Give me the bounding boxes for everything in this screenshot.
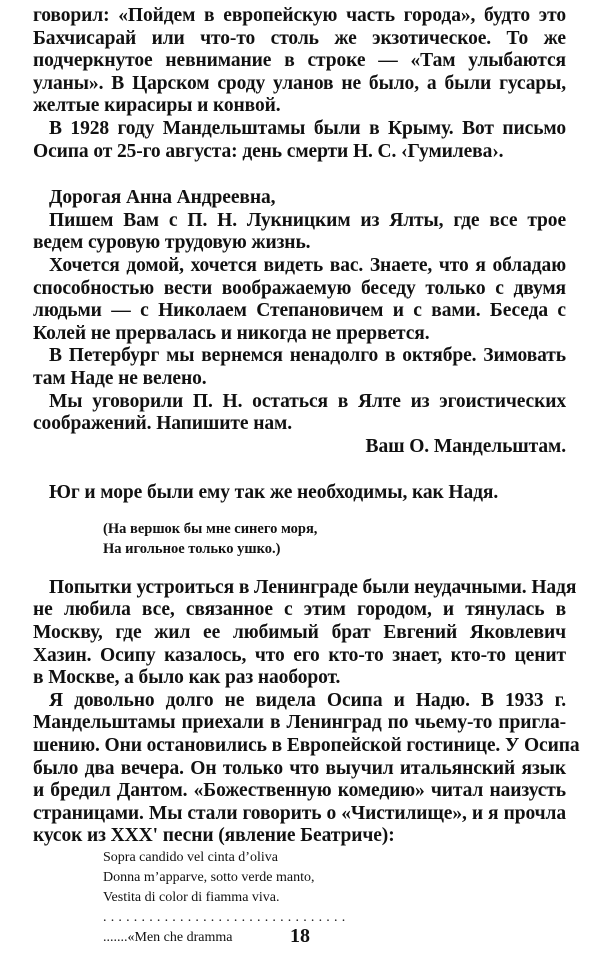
text-line: Хазин. Осипу казалось, что его кто-то знает, кто-то ценит	[33, 644, 566, 666]
text-line: говорил: «Пойдем в европейскую часть города», будто это	[33, 5, 566, 26]
letter-line: людьми — с Николаем Степановичем и с вами. Беседа с	[33, 300, 566, 322]
spacer	[33, 458, 566, 482]
text-line: не любила все, связанное с этим городом, и тянулась в	[33, 599, 566, 621]
paragraph-start: Попытки устроиться в Ленинграде были неудачными. Надя	[49, 576, 577, 598]
text-line: кусок из XXX' песни (явление Беатриче):	[33, 825, 395, 847]
letter-line: Мы уговорили П. Н. остаться в Ялте из эгоистических	[49, 390, 566, 412]
poem-line: (На вершок бы мне синего моря,	[103, 520, 318, 537]
dante-line: Donna m’apparve, sotto verde manto,	[103, 870, 315, 885]
spacer	[33, 163, 566, 187]
dante-line: Sopra candido vel cinta d’oliva	[103, 850, 278, 865]
letter-line: способностью вести воображаемую беседу только с двумя	[33, 277, 566, 299]
letter-line: Пишем Вам с П. Н. Лукницким из Ялты, где все трое	[49, 209, 566, 231]
text-line: Мандельштамы приехали в Ленинград по чьему-то пригла-	[33, 712, 566, 734]
text-line: желтые кирасиры и конвой.	[33, 95, 281, 117]
text-line: подчеркнутое невнимание в строке — «Там улыбаются	[33, 50, 566, 72]
poem-line: На игольное только ушко.)	[103, 540, 281, 557]
paragraph-start: В 1928 году Мандельштамы были в Крыму. Вот письмо	[49, 117, 566, 139]
text-line: Юг и море были ему так же необходимы, как Надя.	[49, 482, 499, 504]
letter-line: соображений. Напишите нам.	[33, 413, 292, 435]
dante-line: Vestita di color di fiamma viva.	[103, 890, 280, 905]
text-line: Москву, где жил ее любимый брат Евгений Яковлевич	[33, 622, 566, 644]
text-line: в Москве, а было как раз наоборот.	[33, 667, 341, 689]
text-line: шению. Они остановились в Европейской гостинице. У Осипа	[33, 735, 580, 757]
dante-ellipsis-line: ................................	[103, 910, 350, 925]
book-page	[33, 5, 580, 948]
text-line: и бредил Дантом. «Божественную комедию» читал наизусть	[33, 780, 566, 802]
letter-line: В Петербург мы вернемся ненадолго в октябре. Зимовать	[49, 345, 566, 367]
dante-line: .......«Men che dramma	[103, 930, 233, 945]
letter-greeting: Дорогая Анна Андреевна,	[49, 187, 276, 209]
letter-line: там Наде не велено.	[33, 367, 207, 389]
page-number: 18	[290, 925, 310, 947]
text-line: Бахчисарай или что-то столь же экзотическое. То же	[33, 27, 566, 49]
letter-signature: Ваш О. Мандельштам.	[365, 435, 566, 457]
spacer	[33, 559, 566, 577]
letter-line: ведем суровую трудовую жизнь.	[33, 232, 311, 254]
text-line: Осипа от 25-го августа: день смерти Н. С. ‹Гумилева›.	[33, 140, 504, 162]
spacer	[33, 505, 566, 519]
letter-line: Колей не прервалась и никогда не прервется.	[33, 322, 430, 344]
letter-line: Хочется домой, хочется видеть вас. Знаете, что я обладаю	[49, 254, 566, 276]
text-line: уланы». В Царском сроду уланов не было, а были гусары,	[33, 72, 566, 94]
paragraph-start: Я довольно долго не видела Осипа и Надю. В 1933 г.	[49, 689, 566, 711]
text-line: страницами. Мы стали говорить о «Чистилище», и я прочла	[33, 802, 566, 824]
text-line: было два вечера. Он только что выучил итальянский язык	[33, 757, 566, 779]
